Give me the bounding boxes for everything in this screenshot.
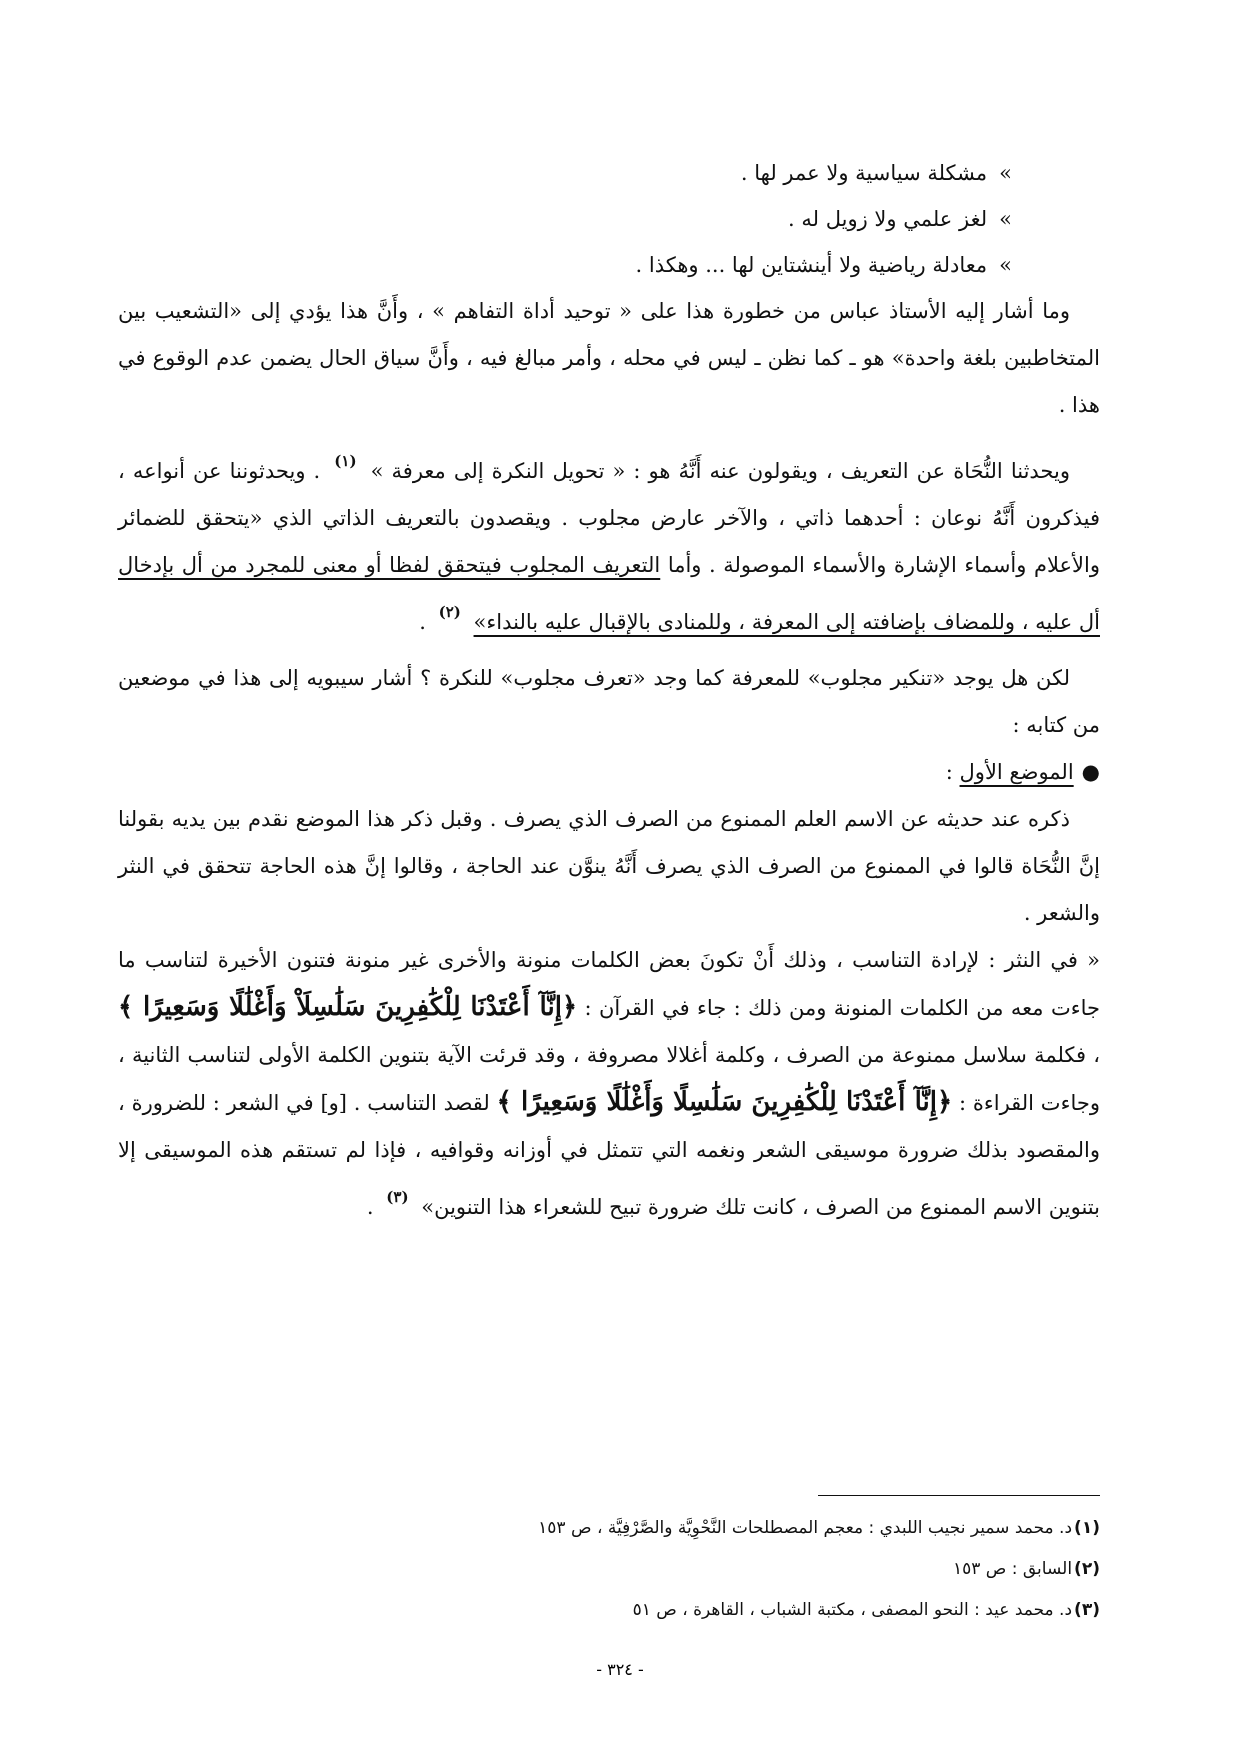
footnote-text: د. محمد سمير نجيب اللبدي : معجم المصطلحات النَّحْوِيَّة والصَّرْفِيَّة ، ص ١٥٣ (538, 1518, 1073, 1538)
paragraph-text: . (366, 1195, 374, 1219)
bullet-dot-icon: ● (1081, 760, 1100, 784)
footnote (118, 1590, 1100, 1631)
paragraph-abbas: وما أشار إليه الأستاذ عباس من خطورة هذا على « توحيد أداة التفاهم » ، وأَنَّ هذا يؤدي إلى «التشعيب بين المتخاطبين بلغة واحدة» هو ـ كما نظن ـ ليس في محله ، وأمر مبالغ فيه ، وأَنَّ سياق الحال يضمن عدم الوقوع في هذا . (118, 299, 1100, 417)
bullet-text: مشكلة سياسية ولا عمر لها . (740, 161, 988, 185)
footnote-number: (١) (1074, 1518, 1100, 1538)
paragraph-text: ويحدثنا النُّحَاة عن التعريف ، ويقولون عنه أَنَّهُ هو : « تحويل النكرة إلى معرفة » (370, 459, 1070, 483)
bullet-marker: » (999, 253, 1012, 277)
quran-verse: ﴿إِنَّآ أَعْتَدْنَا لِلْكَٰفِرِينَ سَلَٰسِلًا وَأَغْلَٰلًا وَسَعِيرًا ﴾ (496, 1087, 953, 1117)
footnote-separator (818, 1495, 1100, 1496)
footnote-ref[interactable]: (١) (334, 452, 357, 470)
footnote (118, 1549, 1100, 1590)
bullet-text: لغز علمي ولا زويل له . (788, 207, 988, 231)
paragraph-text: ، فكلمة سلاسل ممنوعة من الصرف ، وكلمة أغلالا مصروفة ، وقد قرئت الآية بتنوين الكلمة الأولى لتناسب الثانية ، وجاءت القراءة : (118, 1043, 1100, 1115)
paragraph-text: « في النثر : لإرادة التناسب ، وذلك أَنْ تكونَ بعض الكلمات منونة والأخرى غير منونة فتنون الأخيرة لتناسب ما جاءت معه من الكلمات المنونة ومن ذلك : جاء في القرآن : (118, 948, 1100, 1020)
bullet-item (118, 150, 1100, 196)
bullet-item (118, 242, 1100, 288)
footnote-text: د. محمد عيد : النحو المصفى ، مكتبة الشباب ، القاهرة ، ص ٥١ (632, 1600, 1073, 1620)
bullet-item (118, 196, 1100, 242)
footnote-ref[interactable]: (٣) (386, 1188, 409, 1206)
bullet-marker: » (999, 161, 1012, 185)
paragraph-question: لكن هل يوجد «تنكير مجلوب» للمعرفة كما وجد «تعرف مجلوب» للنكرة ؟ أشار سيبويه إلى هذا في موضعين من كتابه : (118, 666, 1100, 737)
paragraph-text: لقصد التناسب . [و] في الشعر : للضرورة ، والمقصود بذلك ضرورة موسيقى الشعر ونغمه التي تتمثل في أوزانه وقوافيه ، فإذا لم تستقم هذه الموسيقى إلا بتنوين الاسم الممنوع من الصرف ، كانت تلك ضرورة تبيح للشعراء هذا التنوين» (118, 1091, 1100, 1219)
paragraph-definition (118, 438, 1100, 646)
footnotes (118, 1508, 1100, 1631)
footnote-number: (٣) (1074, 1600, 1100, 1620)
footnote-ref[interactable]: (٢) (438, 603, 461, 621)
paragraph-first-place: ذكره عند حديثه عن الاسم العلم الممنوع من الصرف الذي يصرف . وقبل ذكر هذا الموضع نقدم بين يديه بقولنا إنَّ النُّحَاة قالوا في الممنوع من الصرف الذي يصرف أَنَّهُ ينوَّن عند الحاجة ، وقالوا إنَّ هذه الحاجة تتحقق في النثر والشعر . (118, 807, 1100, 925)
paragraph-quote (118, 937, 1100, 1231)
paragraph-text: . (419, 610, 426, 634)
document-body (118, 150, 1100, 1231)
quran-verse: ﴿إِنَّآ أَعْتَدْنَا لِلْكَٰفِرِينَ سَلَٰسِلَاْ وَأَغْلَٰلًا وَسَعِيرًا ﴾ (118, 992, 578, 1022)
underlined-quote: التعريف المجلوب فيتحقق لفظا أو معنى للمجرد من أل بإدخال أل عليه ، وللمضاف بإضافته إلى المعرفة ، وللمنادى بالإقبال عليه بالنداء» (118, 553, 1100, 634)
bullet-marker: » (999, 207, 1012, 231)
footnote (118, 1508, 1100, 1549)
bullet-text: معادلة رياضية ولا أينشتاين لها ... وهكذا . (635, 253, 988, 277)
heading-label: الموضع الأول (959, 760, 1074, 784)
heading-colon: : (945, 760, 953, 784)
footnote-text: السابق : ص ١٥٣ (952, 1559, 1073, 1579)
page-number: - ٣٢٤ - (596, 1660, 644, 1679)
footnote-number: (٢) (1074, 1559, 1100, 1579)
paragraph-text: . ويحدثوننا عن أنواعه ، فيذكرون أَنَّهُ نوعان : أحدهما ذاتي ، والآخر عارض مجلوب . ويقصدون بالتعريف الذاتي الذي «يتحقق للضمائر والأعلام وأسماء الإشارة والأسماء الموصولة . وأما (118, 459, 1100, 577)
section-heading (118, 749, 1100, 796)
